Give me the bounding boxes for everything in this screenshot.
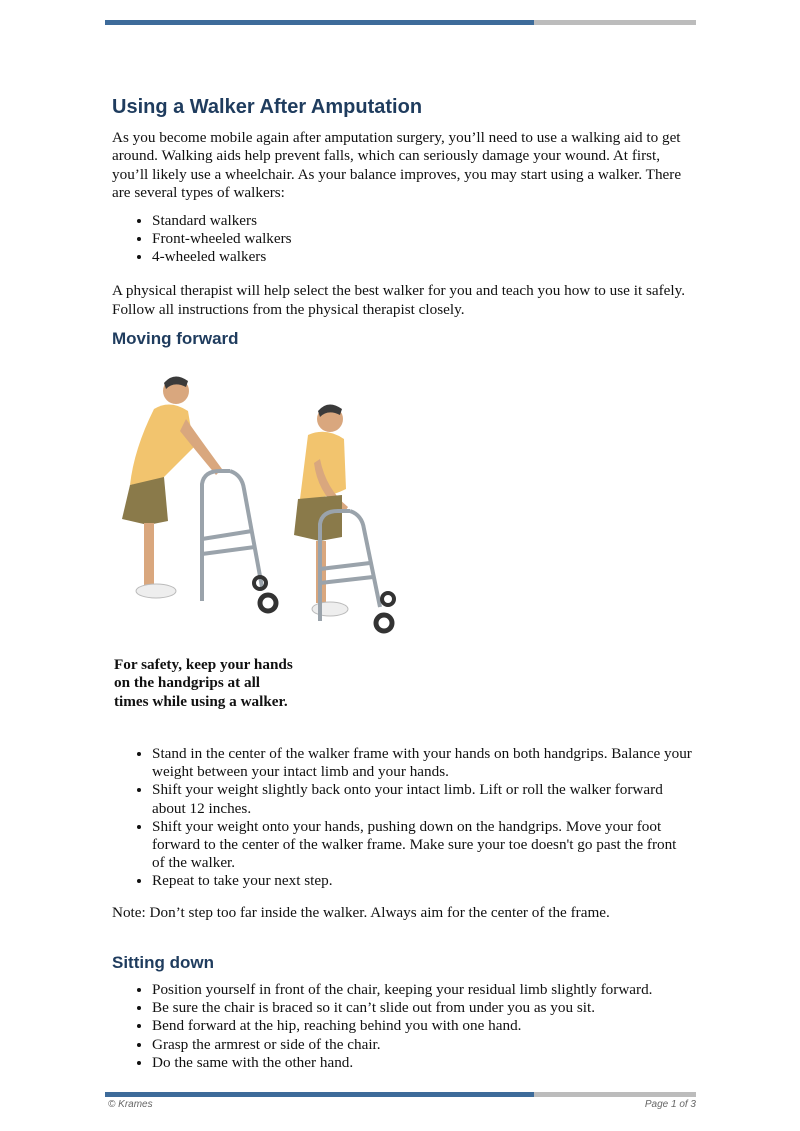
document-content <box>112 93 692 1072</box>
sitting-down-heading: Sitting down <box>112 953 214 973</box>
list-item: • Grasp the armrest or side of the chair. <box>152 1036 692 1054</box>
list-item: • Front-wheeled walkers <box>152 230 692 248</box>
list-item: • Repeat to take your next step. <box>152 872 692 890</box>
bottom-accent-bar <box>105 1092 696 1097</box>
footer-page-number: Page 1 of 3 <box>644 1099 696 1110</box>
bottom-bar-gray-segment <box>534 1092 696 1097</box>
footer-copyright: © Krames <box>108 1099 153 1110</box>
top-bar-blue-segment <box>105 20 534 25</box>
list-item: • Position yourself in front of the chair, keeping your residual limb slightly forward. <box>152 981 692 999</box>
walker-illustration-image <box>112 359 412 659</box>
list-item: • Shift your weight onto your hands, pushing down on the handgrips. Move your foot forward to the center of the walker frame. Make sure your toe doesn't go past the front of the walker. <box>152 818 692 873</box>
bottom-bar-blue-segment <box>105 1092 534 1097</box>
therapist-paragraph: A physical therapist will help select the best walker for you and teach you how to use it safely. Follow all instructions from the physical therapist closely. <box>112 282 686 318</box>
moving-forward-heading: Moving forward <box>112 329 239 349</box>
front-wheeled-walker-left <box>202 471 276 611</box>
list-item: • Stand in the center of the walker frame with your hands on both handgrips. Balance your weight between your intact limb and your hands. <box>152 745 692 781</box>
list-item: • Shift your weight slightly back onto your intact limb. Lift or roll the walker forward about 12 inches. <box>152 781 692 817</box>
list-item: • Standard walkers <box>152 212 692 230</box>
intro-paragraph: As you become mobile again after amputation surgery, you’ll need to use a walking aid to get around. Walking aids help prevent falls, which can seriously damage your wound. At first, you’ll likely use a wheelchair. As your balance improves, you may start using a walker. There are several types of walkers: <box>112 129 682 202</box>
sitting-down-steps <box>112 981 692 1072</box>
man-leaning-on-walker <box>122 377 222 599</box>
top-accent-bar <box>105 20 696 25</box>
walker-types-list <box>112 212 692 267</box>
note-paragraph: Note: Don’t step too far inside the walker. Always aim for the center of the frame. <box>112 903 610 921</box>
top-bar-gray-segment <box>534 20 696 25</box>
list-item: • Be sure the chair is braced so it can’t slide out from under you as you sit. <box>152 999 692 1017</box>
moving-forward-steps <box>112 745 692 891</box>
list-item: • Bend forward at the hip, reaching behind you with one hand. <box>152 1017 692 1035</box>
list-item: • Do the same with the other hand. <box>152 1054 692 1072</box>
walker-illustration <box>112 359 692 745</box>
list-item: • 4-wheeled walkers <box>152 248 692 266</box>
figure-caption: For safety, keep your hands on the handgrips at all times while using a walker. <box>114 656 293 710</box>
page-title: Using a Walker After Amputation <box>112 96 423 118</box>
